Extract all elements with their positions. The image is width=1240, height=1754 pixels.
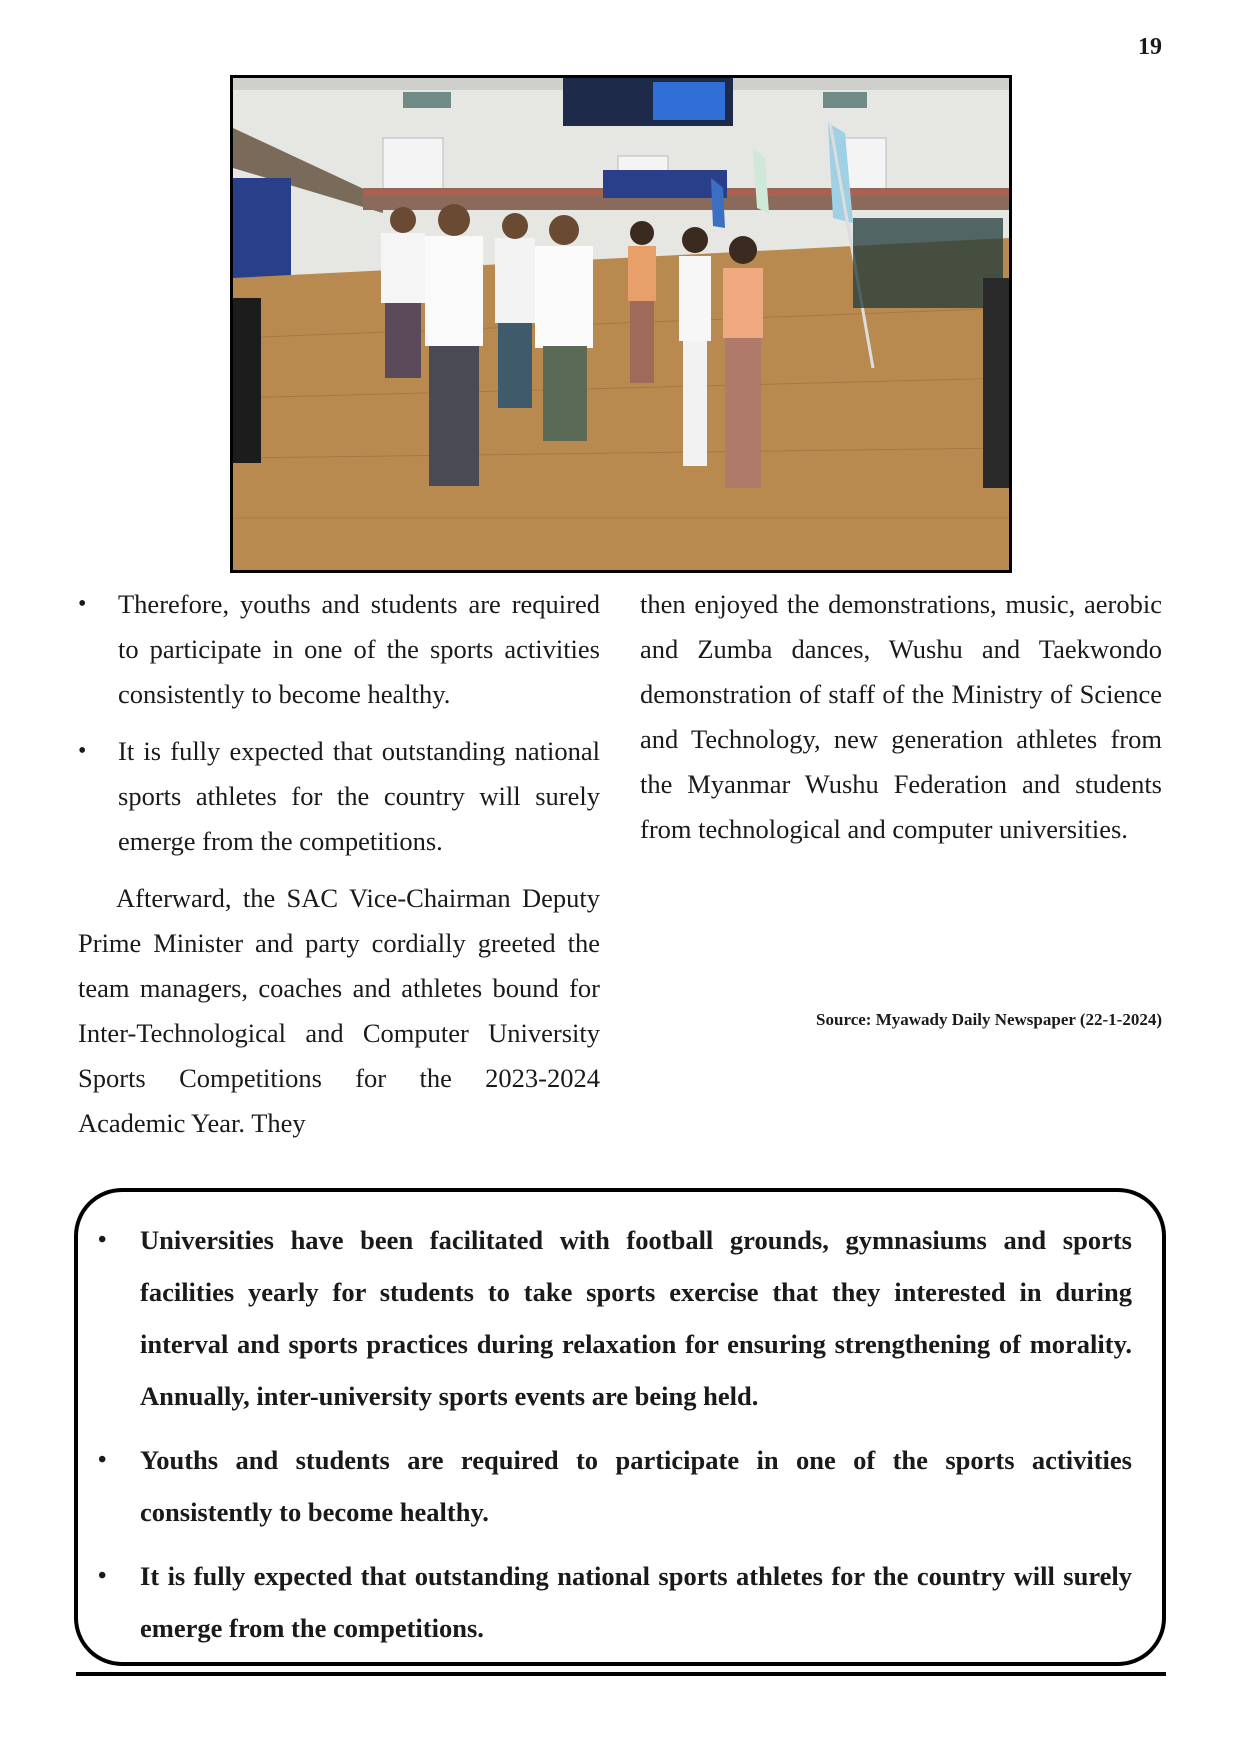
sports-ceremony-photo: [230, 75, 1012, 573]
summary-list: [98, 1214, 1132, 1654]
summary-box: [74, 1188, 1166, 1666]
body-paragraph-continued: then enjoyed the demonstrations, music, aerobic and Zumba dances, Wushu and Taekwondo demonstration of staff of the Ministry of Science and Technology, new generation athletes from the Myanmar Wushu Federation and students from technological and computer universities.: [640, 589, 1162, 844]
summary-item: • Youths and students are required to participate in one of the sports activities consistently to become healthy.: [98, 1434, 1132, 1538]
left-bullet-list: [78, 582, 600, 864]
list-item: • It is fully expected that outstanding national sports athletes for the country will surely emerge from the competitions.: [78, 729, 600, 864]
body-paragraph: Afterward, the SAC Vice-Chairman Deputy Prime Minister and party cordially greeted the team managers, coaches and athletes bound for Inter-Technological and Computer University Sports Competitions for the 2023-2024 Academic Year. They: [78, 883, 600, 1138]
photo-illustration: [233, 78, 1009, 570]
summary-item: • It is fully expected that outstanding national sports athletes for the country will surely emerge from the competitions.: [98, 1550, 1132, 1654]
summary-item: • Universities have been facilitated with football grounds, gymnasiums and sports facilities yearly for students to take sports exercise that they interested in during interval and sports practices during relaxation for ensuring strengthening of morality. Annually, inter-university sports events are being held.: [98, 1214, 1132, 1422]
left-column: [78, 582, 600, 1146]
right-column: [640, 582, 1162, 852]
list-item: • Therefore, youths and students are required to participate in one of the sports activities consistently to become healthy.: [78, 582, 600, 717]
source-credit: Source: Myawady Daily Newspaper (22-1-2024): [816, 1010, 1162, 1029]
bottom-rule: [76, 1672, 1166, 1676]
page-number: 19: [1138, 34, 1162, 60]
